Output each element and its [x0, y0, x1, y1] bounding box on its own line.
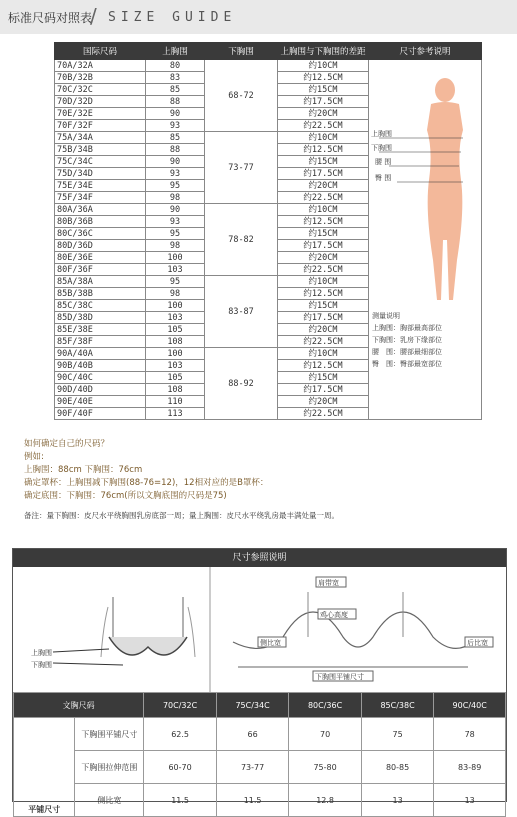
intl-size-cell: 70B/32B: [55, 72, 146, 84]
upper-bust-cell: 103: [146, 264, 205, 276]
upper-bust-cell: 88: [146, 144, 205, 156]
intl-size-cell: 75E/34E: [55, 180, 146, 192]
t2-col-90c: 90C/40C: [434, 693, 506, 718]
upper-bust-cell: 93: [146, 120, 205, 132]
label-side-width: 侧比宽: [260, 639, 281, 647]
upper-bust-cell: 103: [146, 312, 205, 324]
upper-bust-cell: 90: [146, 204, 205, 216]
difference-cell: 约22.5CM: [278, 192, 369, 204]
t2-cell: 13: [361, 784, 434, 817]
intl-size-cell: 80F/36F: [55, 264, 146, 276]
t2-col-70c: 70C/32C: [144, 693, 217, 718]
how-line2: 确定罩杯：上胸围减下胸围(88-76=12)，12相对应的是B罩杯：: [24, 478, 269, 488]
intl-size-cell: 90C/40C: [55, 372, 146, 384]
size-table: [54, 42, 482, 420]
intl-size-cell: 85C/38C: [55, 300, 146, 312]
intl-size-cell: 85F/38F: [55, 336, 146, 348]
col-intl-size: 国际尺码: [55, 43, 146, 60]
upper-bust-cell: 105: [146, 324, 205, 336]
intl-size-cell: 70C/32C: [55, 84, 146, 96]
t2-cell: 13: [434, 784, 506, 817]
difference-cell: 约12.5CM: [278, 288, 369, 300]
col-under-bust: 下胸围: [205, 43, 278, 60]
upper-bust-cell: 93: [146, 216, 205, 228]
label-strap: 肩带宽: [318, 579, 339, 587]
upper-bust-cell: 98: [146, 240, 205, 252]
t2-cell: 73-77: [216, 751, 289, 784]
intl-size-cell: 70F/32F: [55, 120, 146, 132]
upper-bust-cell: 95: [146, 228, 205, 240]
difference-cell: 约17.5CM: [278, 384, 369, 396]
difference-cell: 约10CM: [278, 132, 369, 144]
t2-cell: 83-89: [434, 751, 506, 784]
fig-label-upper: 上胸围: [371, 130, 392, 138]
upper-bust-cell: 110: [146, 396, 205, 408]
t2-cell: 75-80: [289, 751, 362, 784]
t2-cell: 62.5: [144, 718, 217, 751]
difference-cell: 约12.5CM: [278, 144, 369, 156]
label-center: 鸡心高度: [320, 611, 348, 619]
difference-cell: 约20CM: [278, 108, 369, 120]
measure-notes: [369, 310, 481, 370]
intl-size-cell: 85B/38B: [55, 288, 146, 300]
upper-bust-cell: 100: [146, 348, 205, 360]
upper-bust-cell: 85: [146, 84, 205, 96]
t2-cell: 60-70: [144, 751, 217, 784]
intl-size-cell: 75A/34A: [55, 132, 146, 144]
t2-cell: 78: [434, 718, 506, 751]
intl-size-cell: 85E/38E: [55, 324, 146, 336]
t2-cell: 70: [289, 718, 362, 751]
upper-bust-cell: 108: [146, 336, 205, 348]
t2-cell: 75: [361, 718, 434, 751]
t2-row-label: 下胸围平铺尺寸: [75, 718, 144, 751]
size-how-to: [24, 438, 268, 503]
difference-cell: 约15CM: [278, 156, 369, 168]
t2-cell: 80-85: [361, 751, 434, 784]
fig-label-hip: 臀 围: [375, 174, 392, 182]
t2-row-label: 下胸围拉伸范围: [75, 751, 144, 784]
intl-size-cell: 85D/38D: [55, 312, 146, 324]
difference-cell: 约22.5CM: [278, 336, 369, 348]
intl-size-cell: 80D/36D: [55, 240, 146, 252]
upper-bust-cell: 108: [146, 384, 205, 396]
intl-size-cell: 75F/34F: [55, 192, 146, 204]
reference-figure-cell: [369, 60, 482, 420]
difference-cell: 约10CM: [278, 204, 369, 216]
difference-cell: 约20CM: [278, 324, 369, 336]
upper-bust-cell: 103: [146, 360, 205, 372]
how-question: 如何确定自己的尺码？: [24, 439, 110, 449]
header-bar: [0, 0, 517, 34]
difference-cell: 约17.5CM: [278, 240, 369, 252]
under-bust-cell: 73-77: [205, 132, 278, 204]
intl-size-cell: 75B/34B: [55, 144, 146, 156]
left-label-upper: 上胸围: [31, 649, 52, 657]
upper-bust-cell: 98: [146, 192, 205, 204]
difference-cell: 约20CM: [278, 180, 369, 192]
bra-flat-diagram: [233, 577, 493, 681]
difference-cell: 约17.5CM: [278, 96, 369, 108]
upper-bust-cell: 100: [146, 252, 205, 264]
difference-cell: 约17.5CM: [278, 312, 369, 324]
under-bust-cell: 88-92: [205, 348, 278, 420]
body-figure: [369, 60, 479, 310]
intl-size-cell: 90B/40B: [55, 360, 146, 372]
upper-bust-cell: 85: [146, 132, 205, 144]
difference-cell: 约15CM: [278, 300, 369, 312]
intl-size-cell: 90F/40F: [55, 408, 146, 420]
t2-cell: 11.5: [216, 784, 289, 817]
intl-size-cell: 80B/36B: [55, 216, 146, 228]
how-line1: 上胸围：88cm 下胸围：76cm: [24, 465, 143, 475]
t2-col-80c: 80C/36C: [289, 693, 362, 718]
difference-cell: 约10CM: [278, 348, 369, 360]
difference-cell: 约15CM: [278, 228, 369, 240]
difference-cell: 约15CM: [278, 372, 369, 384]
col-upper-bust: 上胸围: [146, 43, 205, 60]
under-bust-cell: 68-72: [205, 60, 278, 132]
col-reference: 尺寸参考说明: [369, 43, 482, 60]
how-line3: 确定底围：下胸围：76cm(所以文胸底围的尺码是75): [24, 491, 227, 501]
difference-cell: 约10CM: [278, 276, 369, 288]
difference-cell: 约10CM: [278, 60, 369, 72]
intl-size-cell: 90A/40A: [55, 348, 146, 360]
upper-bust-cell: 95: [146, 276, 205, 288]
measure-item: 上胸围：胸部最高部位: [372, 324, 442, 332]
intl-size-cell: 70D/32D: [55, 96, 146, 108]
t2-cell: 66: [216, 718, 289, 751]
t2-group-label: 平铺尺寸: [14, 718, 75, 817]
measure-item: 臀 围：臀部最宽部位: [372, 360, 442, 368]
difference-cell: 约20CM: [278, 396, 369, 408]
page-title-en: SIZE GUIDE: [108, 10, 237, 25]
difference-cell: 约12.5CM: [278, 72, 369, 84]
t2-col-size: 文胸尺码: [14, 693, 144, 718]
title-divider: /: [90, 4, 97, 28]
section-title: 尺寸参照说明: [13, 549, 506, 567]
upper-bust-cell: 90: [146, 156, 205, 168]
difference-cell: 约20CM: [278, 252, 369, 264]
intl-size-cell: 80E/36E: [55, 252, 146, 264]
intl-size-cell: 80A/36A: [55, 204, 146, 216]
torso-figure: [53, 597, 195, 665]
flat-size-table: [13, 692, 506, 817]
difference-cell: 约22.5CM: [278, 120, 369, 132]
difference-cell: 约22.5CM: [278, 408, 369, 420]
measure-item: 下胸围：乳房下缘部位: [372, 336, 442, 344]
under-bust-cell: 78-82: [205, 204, 278, 276]
measure-tip: 备注：量下胸围：皮尺水平绕胸围乳房底部一周；量上胸围：皮尺水平绕乳房最丰满处量一周。: [24, 511, 339, 520]
t2-row-label: 侧比宽: [75, 784, 144, 817]
upper-bust-cell: 80: [146, 60, 205, 72]
upper-bust-cell: 100: [146, 300, 205, 312]
fig-label-waist: 腰 围: [375, 158, 392, 166]
difference-cell: 约17.5CM: [278, 168, 369, 180]
left-label-under: 下胸围: [31, 661, 52, 669]
upper-bust-cell: 105: [146, 372, 205, 384]
upper-bust-cell: 90: [146, 108, 205, 120]
fig-label-under: 下胸围: [371, 144, 392, 152]
intl-size-cell: 70A/32A: [55, 60, 146, 72]
bra-diagrams: [13, 567, 506, 692]
t2-col-85c: 85C/38C: [361, 693, 434, 718]
intl-size-cell: 75C/34C: [55, 156, 146, 168]
label-back-width: 后比宽: [467, 639, 488, 647]
t2-cell: 12.8: [289, 784, 362, 817]
col-difference: 上胸围与下胸围的差距: [278, 43, 369, 60]
difference-cell: 约22.5CM: [278, 264, 369, 276]
how-example: 例如:: [24, 452, 44, 462]
upper-bust-cell: 113: [146, 408, 205, 420]
upper-bust-cell: 95: [146, 180, 205, 192]
intl-size-cell: 90E/40E: [55, 396, 146, 408]
size-row: [55, 60, 482, 72]
difference-cell: 约12.5CM: [278, 360, 369, 372]
page-title: 标准尺码对照表: [8, 11, 93, 25]
difference-cell: 约15CM: [278, 84, 369, 96]
intl-size-cell: 75D/34D: [55, 168, 146, 180]
size-reference-section: [12, 548, 507, 814]
upper-bust-cell: 88: [146, 96, 205, 108]
intl-size-cell: 85A/38A: [55, 276, 146, 288]
t2-cell: 11.5: [144, 784, 217, 817]
intl-size-cell: 70E/32E: [55, 108, 146, 120]
intl-size-cell: 90D/40D: [55, 384, 146, 396]
label-under-flat: 下胸围平铺尺寸: [315, 673, 364, 681]
t2-col-75c: 75C/34C: [216, 693, 289, 718]
intl-size-cell: 80C/36C: [55, 228, 146, 240]
under-bust-cell: 83-87: [205, 276, 278, 348]
measure-item: 腰 围：腰部最细部位: [372, 348, 442, 356]
measure-title: 测量说明: [372, 312, 400, 320]
upper-bust-cell: 98: [146, 288, 205, 300]
difference-cell: 约12.5CM: [278, 216, 369, 228]
upper-bust-cell: 83: [146, 72, 205, 84]
upper-bust-cell: 93: [146, 168, 205, 180]
woman-silhouette: [379, 78, 463, 300]
